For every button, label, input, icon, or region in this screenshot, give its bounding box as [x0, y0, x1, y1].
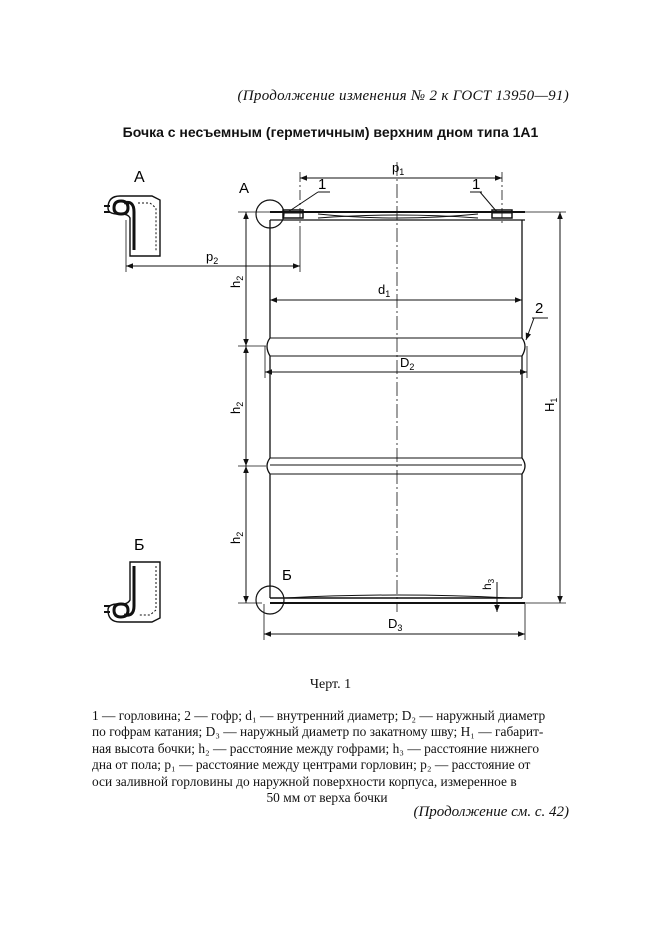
callout-1-left: 1: [318, 176, 327, 193]
legend-line: 1 — горловина; 2 — гофр; d₁ — внутренний диаметр; D₂ — наружный диаметр: [92, 708, 546, 723]
detail-a-title: А: [134, 169, 145, 186]
detail-b-section: [104, 562, 160, 622]
barrel-body: [267, 212, 525, 603]
detail-b-title: Б: [134, 537, 145, 554]
legend-line: дна от пола; p₁ — расстояние между центрами горловин; p₂ — расстояние от: [92, 757, 531, 773]
callout-1-right: 1: [472, 176, 481, 193]
legend-line: 50 мм от верха бочки: [266, 790, 388, 806]
legend-line: по гофрам катания; D₃ — наружный диаметр по закатному шву; H₁ — габарит-: [92, 724, 544, 740]
detail-a-marker: А: [239, 180, 250, 197]
h2-label-2: $h_2$: [228, 401, 245, 414]
p2-label: $p_2$: [206, 249, 219, 266]
H1-label: $H_1$: [542, 397, 559, 412]
p1-label: $p_1$: [392, 160, 405, 177]
callout-2: 2: [535, 300, 544, 317]
continuation-footer: (Продолжение см. с. 42): [413, 804, 569, 820]
D3-label: $D_3$: [388, 616, 403, 633]
legend-line: ная высота бочки; h₂ — расстояние между гофрами; h₃ — расстояние нижнего: [92, 740, 540, 756]
continuation-header: (Продолжение изменения № 2 к ГОСТ 13950—91): [237, 88, 569, 104]
h3-label: $h_3$: [480, 578, 496, 590]
figure-title: Бочка с несъемным (герметичным) верхним дном типа 1А1: [122, 124, 539, 140]
figure-caption: Черт. 1: [309, 677, 352, 692]
d1-label: $d_1$: [378, 282, 391, 299]
h2-label-3: $h_2$: [228, 531, 245, 544]
D2-label: $D_2$: [400, 355, 415, 372]
detail-b-marker: Б: [282, 567, 292, 584]
legend-line: оси заливной горловины до наружной поверхности корпуса, измеренное в: [92, 773, 517, 789]
detail-a-section: [104, 196, 160, 256]
h2-label-1: $h_2$: [228, 275, 245, 288]
figure-legend: [92, 708, 562, 806]
